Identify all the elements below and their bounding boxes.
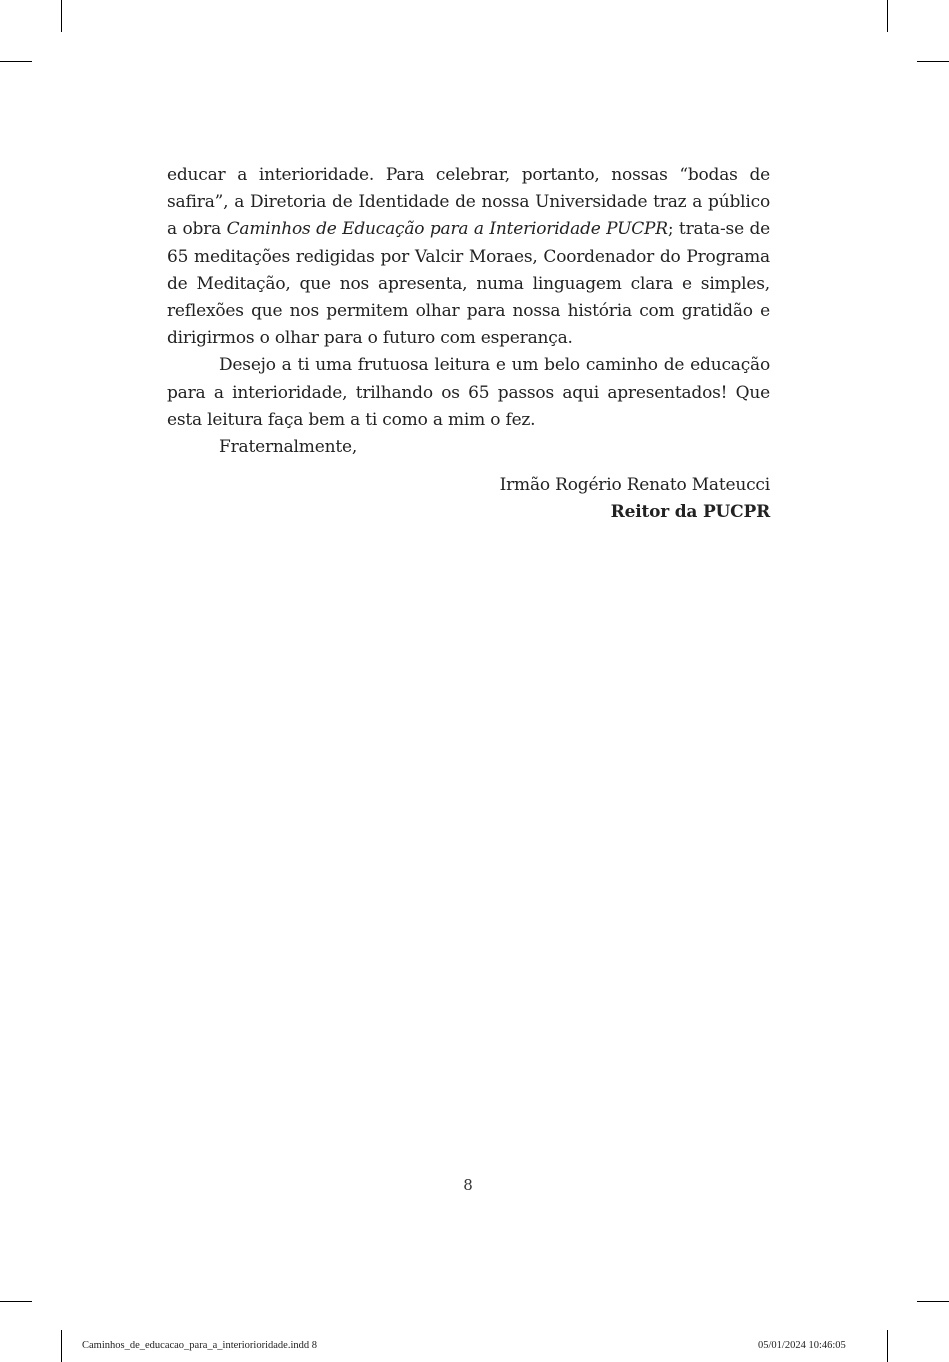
slug-datetime: 05/01/2024 10:46:05 — [758, 1340, 846, 1351]
crop-mark-bottom-right-horizontal — [917, 1301, 949, 1302]
crop-mark-top-right — [887, 0, 888, 32]
crop-mark-top-left-horizontal — [0, 61, 32, 62]
crop-mark-bottom-left — [61, 1330, 62, 1362]
page-number: 8 — [463, 1176, 473, 1194]
book-title: Caminhos de Educação para a Interioridade PUCPR — [226, 219, 668, 240]
crop-mark-bottom-left-horizontal — [0, 1301, 32, 1302]
signature-name: Irmão Rogério Renato Mateucci — [499, 475, 770, 495]
paragraph-1-text-a: educar a interioridade. Para celebrar, portanto, nossas “bodas de safira”, a Diretoria de Identidade de nossa Universidade traz a público a obra — [167, 165, 770, 240]
body-text — [167, 162, 770, 461]
signature-block — [167, 472, 770, 526]
paragraph-1 — [167, 162, 770, 352]
paragraph-1-text-b: ; trata-se de 65 meditações redigidas por Valcir Moraes, Coordenador do Programa de Meditação, que nos apresenta, numa linguagem clara e simples, reflexões que nos permitem olhar para nossa história com gratidão e dirigirmos o olhar para o futuro com esperança. — [167, 219, 770, 349]
paragraph-2: Desejo a ti uma frutuosa leitura e um belo caminho de educação para a interioridade, trilhando os 65 passos aqui apresentados! Que esta leitura faça bem a ti como a mim o fez. — [167, 355, 770, 430]
crop-mark-bottom-right — [887, 1330, 888, 1362]
closing-line: Fraternalmente, — [219, 437, 358, 458]
slug-filename: Caminhos_de_educacao_para_a_interiorioridade.indd 8 — [82, 1340, 317, 1351]
signature-role: Reitor da PUCPR — [610, 502, 770, 523]
crop-mark-top-right-horizontal — [917, 61, 949, 62]
crop-mark-top-left — [61, 0, 62, 32]
